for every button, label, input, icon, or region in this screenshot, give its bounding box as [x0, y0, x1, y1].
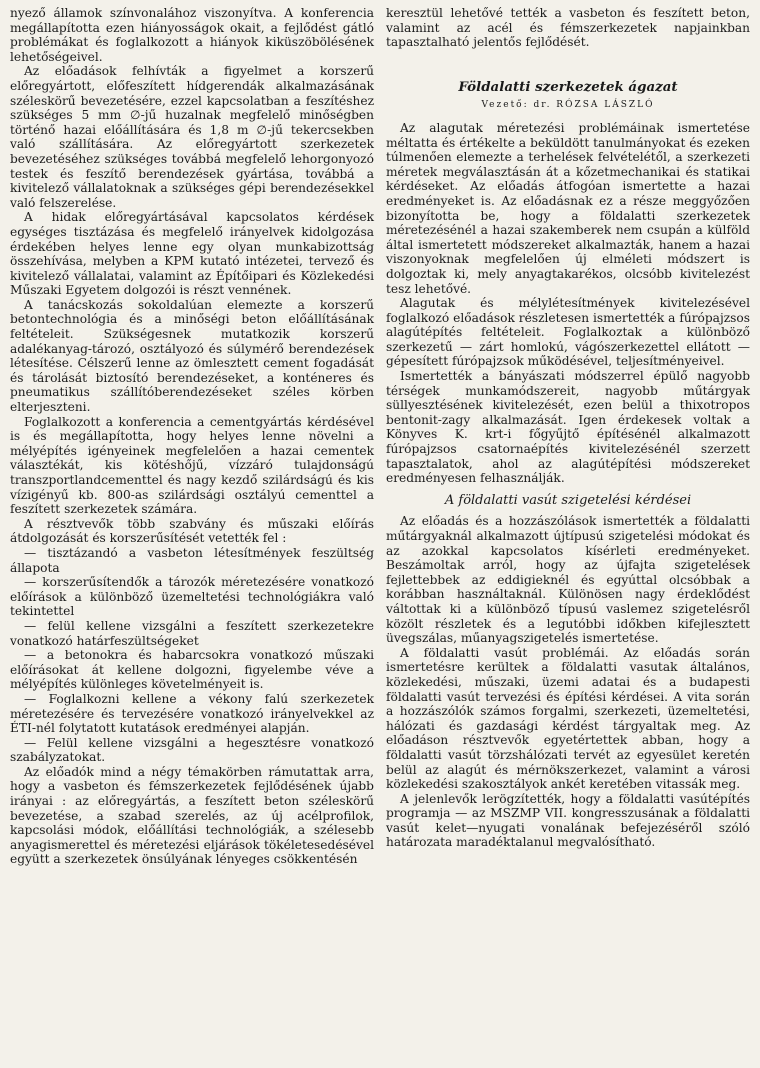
paragraph: A jelenlevők lerögzítették, hogy a földalatti vasútépítés programja — az MSZMP VII. kongresszusának a földalatti vasút kelet—nyugati vonalának befejezéséről szóló határozata maradéktalanul megvalósítható. — [386, 791, 750, 850]
right-column — [386, 6, 750, 867]
paragraph: Az előadók mind a négy témakörben rámutattak arra, hogy a vasbeton és fémszerkezetek fejlődésének újabb irányai : az előregyártás, a feszített beton széleskörű bevezetése, a szabad szerelés, az új acélprofilok, kapcsolási módok, előállítási technológiák, a szélesebb anyagismerettel és méretezési eljárások tökéletesedésével együtt a szerkezetek önsúlyának lényeges csökkentésén — [10, 764, 374, 867]
paragraph: A hidak előregyártásával kapcsolatos kérdések egységes tisztázása és megfelelő irányelvek kidolgozása érdekében helyes lenne egy olyan munkabizottság összehívása, melyben a KPM kutató intézetei, tervező és kivitelező vállalatai, valamint az Építőipari és Közlekedési Műszaki Egyetem dolgozói is részt vennének. — [10, 210, 374, 298]
paragraph: A tanácskozás sokoldalúan elemezte a korszerű betontechnológia és a minőségi beton előállításának feltételeit. Szükségesnek mutatkozik korszerű adalékanyag-tározó, osztályozó és súlymérő berendezések létesítése. Célszerű lenne az ömlesztett cement fogadását és tárolását biztosító berendezéseket, a konténeres és pneumatikus szállítóberendezéseket széles körben elterjeszteni. — [10, 297, 374, 415]
left-column — [10, 6, 374, 867]
paragraph: Az előadás és a hozzászólások ismertették a földalatti műtárgyaknál alkalmazott újtípusú szigetelési módokat és az azokkal kapcsolatos kísérleti eredményeket. Beszámoltak arról, hogy az újfajta szigetelések fejlettebbek az eddigieknél és egyúttal olcsóbbak a korábban használtaknál. Különösen nagy érdeklődést váltottak ki a különböző típusú vaslemez szigetelésről közölt részletek és a legutóbbi időkben kifejlesztett üvegszálas, műanyagszigetelés ismertetése. — [386, 514, 750, 646]
paragraph: Az alagutak méretezési problémáinak ismertetése méltatta és értékelte a beküldött tanulmányokat és ezeken túlmenően elemezte a terhelések felvételétől, a szerkezeti méretek megválasztásán át a kőzetmechanikai és statikai kérdéseket. Az előadás átfogóan ismertette a hazai eredményeket is. Az előadásnak ez a része meggyőzően bizonyította be, hogy a földalatti szerkezetek méretezésénél a hazai szakemberek nem csupán a külföld által ismertetett módszereket alkalmazták, hanem a hazai viszonyoknak megfelelően új elméleti módszert is dolgoztak ki, mely anyagtakarékos, olcsóbb kivitelezést tesz lehetővé. — [386, 120, 750, 296]
list-item: — Foglalkozni kellene a vékony falú szerkezetek méretezésére és tervezésére vonatkozó irányelvekkel az ÉTI-nél folytatott kutatások eredményei alapján. — [10, 691, 374, 736]
two-column-text — [10, 6, 750, 867]
paragraph: Foglalkozott a konferencia a cementgyártás kérdésével is és megállapította, hogy helyes lenne növelni a mélyépítés igényeinek megfelelően a hazai cementek választékát, kis kötéshőjű, vízzáró tulajdonságú transzportlandcementtel és nagy kezdő szilárdságú és kis vízigényű kb. 800-as szilárdsági osztályú cementtel a feszített szerkezetek számára. — [10, 414, 374, 517]
paragraph: A földalatti vasút problémái. Az előadás során ismertetésre kerültek a földalatti vasutak általános, közlekedési, műszaki, üzemi adatai és a budapesti földalatti vasút tervezési és építési kérdései. A vita során a hozzászólók számos forgalmi, szerkezeti, üzemeltetési, hálózati és gazdasági kérdést tárgyaltak meg. Az előadáson résztvevők egyetértettek abban, hogy a földalatti vasút törzshálózati tervét az egyesület keretén belül az alagút és mérnökszerkezet, valamint a városi közlekedési szakosztályok ankét keretében vitassák meg. — [386, 645, 750, 792]
paragraph: Az előadások felhívták a figyelmet a korszerű előregyártott, előfeszített hídgerendák alkalmazásának széleskörű bevezetésére, ezzel kapcsolatban a feszítéshez szükséges 5 mm ∅-jű huzalnak megfelelő minőségben történő hazai előállítására és 1,8 m ∅-jű tekercsekben való szállítására. Az előregyártott szerkezetek bevezetéséhez szükséges továbbá megfelelő lehorgonyozó testek és feszítő berendezések gyártása, továbbá a kivitelező vállalatoknak a szükséges gépi berendezésekkel való felszerelése. — [10, 64, 374, 210]
list-item: — felül kellene vizsgálni a feszített szerkezetekre vonatkozó határfeszültségeket — [10, 618, 374, 648]
paragraph: Alagutak és mélylétesítmények kivitelezésével foglalkozó előadások részletesen ismertették a fúrópajzsos alagútépítés feltételeit. Foglalkoztak a különböző szerkezetű — zárt homlokú, vágószerkezettel ellátott — gépesített fúrópajzsok működésével, teljesítményeivel. — [386, 296, 750, 369]
section-title: Földalatti szerkezetek ágazat — [458, 78, 678, 95]
paragraph: nyező államok színvonalához viszonyítva. A konferencia megállapította ezen hiányosságok okait, a fejlődést gátló problémákat és foglalkozott a hiányok kiküszöbölésének lehetőségeivel. — [10, 6, 374, 64]
section-byline: Vezető: dr. RÓZSA LÁSZLÓ — [481, 100, 655, 111]
subsection-title: A földalatti vasút szigetelési kérdései — [444, 492, 692, 508]
paragraph: A résztvevők több szabvány és műszaki előírás átdolgozását és korszerűsítését vetették fel : — [10, 516, 374, 546]
list-item: — a betonokra és habarcsokra vonatkozó műszaki előírásokat át kellene dolgozni, figyelembe véve a mélyépítés különleges követelményeit is. — [10, 648, 374, 692]
paragraph: Ismertették a bányászati módszerrel épülő nagyobb térségek munkamódszereit, nagyobb műtárgyak süllyesztésének kivitelezését, ezen belül a thixotropos bentonit-zagy alkalmazását. Igen érdekesek voltak a Könyves K. krt-i főgyűjtő építésénél alkalmazott fúrópajzsos csatornaépítés kivitelezésénél szerzett tapasztalatok, ahol az alagútépítési módszereket eredményesen felhasználják. — [386, 369, 750, 486]
list-item: — korszerűsítendők a tározók méretezésére vonatkozó előírások a különböző üzemeltetési technológiákra való tekintettel — [10, 575, 374, 619]
list-item: — Felül kellene vizsgálni a hegesztésre vonatkozó szabályzatokat. — [10, 735, 374, 765]
paragraph: keresztül lehetővé tették a vasbeton és feszített beton, valamint az acél és fémszerkezetek napjainkban tapasztalható jelentős fejlődését. — [386, 6, 750, 50]
list-item: — tisztázandó a vasbeton létesítmények feszültség állapota — [10, 545, 374, 575]
